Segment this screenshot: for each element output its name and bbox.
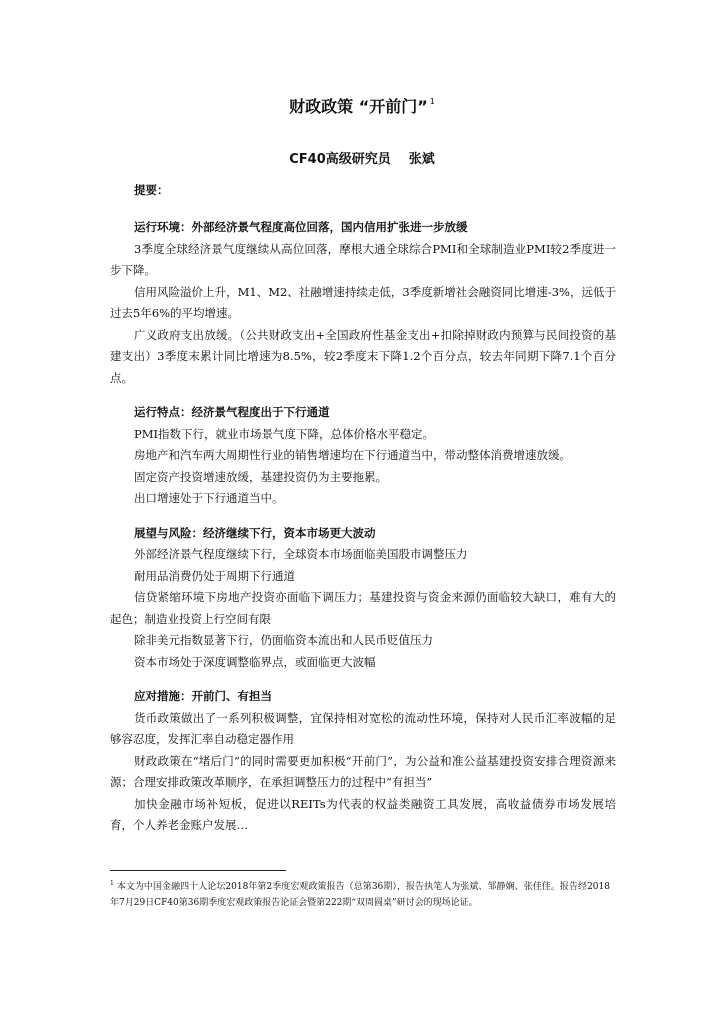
abstract-label: 提要： (134, 183, 169, 197)
report-body (110, 217, 616, 850)
footnote-divider (110, 870, 286, 871)
section-item: 房地产和汽车两大周期性行业的销售增速均在下行通道当中，带动整体消费增速放缓。 (134, 448, 571, 462)
author-name: 张斌 (408, 152, 435, 167)
section-paragraph: 货币政策做出了一系列积极调整，宜保持相对宽松的流动性环境，保持对人民币汇率波幅的足够容忍度，发挥汇率自动稳定器作用 (110, 710, 616, 746)
section-operating-environment (110, 217, 616, 389)
section-heading: 展望与风险：经济继续下行，资本市场更大波动 (134, 525, 376, 540)
section-countermeasures (110, 686, 616, 837)
section-item: 耐用品消费仍处于周期下行通道 (134, 568, 295, 583)
footnote-mark: 1 (110, 880, 114, 887)
section-item: 外部经济景气程度继续下行，全球资本市场面临美国股市调整压力 (134, 547, 468, 561)
footnote (110, 876, 610, 911)
section-paragraph: 信用风险溢价上升，M1、M2、社融增速持续走低，3季度新增社会融资同比增速-3%，远低于过去5年6%的平均增速。 (110, 284, 616, 320)
section-item: 固定资产投资增速放缓，基建投资仍为主要拖累。 (134, 469, 387, 484)
section-heading: 运行环境：外部经济景气程度高位回落，国内信用扩张进一步放缓 (134, 220, 468, 234)
abstract-label-block (110, 180, 616, 202)
section-outlook-risks (110, 523, 616, 674)
title-footnote-mark: 1 (429, 96, 435, 106)
footnote-text: 本文为中国金融四十人论坛2018年第2季度宏观政策报告（总第36期），报告执笔人为张斌、邹静娴、张佳佳。报告经2018年7月29日CF40第36期季度宏观政策报告论证会暨第222期“双周圆桌”研讨会的现场论证。 (110, 882, 610, 908)
section-paragraph: 广义政府支出放缓。（公共财政支出+全国政府性基金支出+扣除掉财政内预算与民间投资的基建支出）3季度末累计同比增速为8.5%，较2季度末下降1.2个百分点，较去年同期下降7.1个百分点。 (110, 327, 616, 385)
section-item: 信贷紧缩环境下房地产投资亦面临下调压力；基建投资与资金来源仍面临较大缺口，难有大的起色；制造业投资上行空间有限 (110, 590, 616, 626)
title-text: 财政政策 “开前门” (289, 97, 428, 116)
section-heading: 应对措施：开前门、有担当 (134, 689, 272, 703)
section-paragraph: 3季度全球经济景气度继续从高位回落，摩根大通全球综合PMI和全球制造业PMI较2季度进一步下降。 (110, 241, 616, 277)
section-operating-features (110, 402, 616, 510)
section-item: PMI指数下行，就业市场景气度下降，总体价格水平稳定。 (134, 426, 435, 441)
section-paragraph: 加快金融市场补短板，促进以REITs为代表的权益类融资工具发展，高收益债券市场发展培育，个人养老金账户发展… (110, 796, 616, 832)
author-affiliation: CF40高级研究员 (289, 152, 391, 167)
section-paragraph: 财政政策在“堵后门”的同时需要更加积极“开前门”，为公益和准公益基建投资安排合理资源来源；合理安排政策改革顺序，在承担调整压力的过程中“有担当” (110, 753, 616, 789)
page-title (0, 94, 724, 117)
section-item: 除非美元指数显著下行，仍面临资本流出和人民币贬值压力 (134, 633, 433, 647)
section-heading: 运行特点：经济景气程度出于下行通道 (134, 405, 330, 419)
section-item: 资本市场处于深度调整临界点，或面临更大波幅 (134, 654, 376, 669)
section-item: 出口增速处于下行通道当中。 (134, 491, 284, 505)
author-line (0, 148, 724, 167)
